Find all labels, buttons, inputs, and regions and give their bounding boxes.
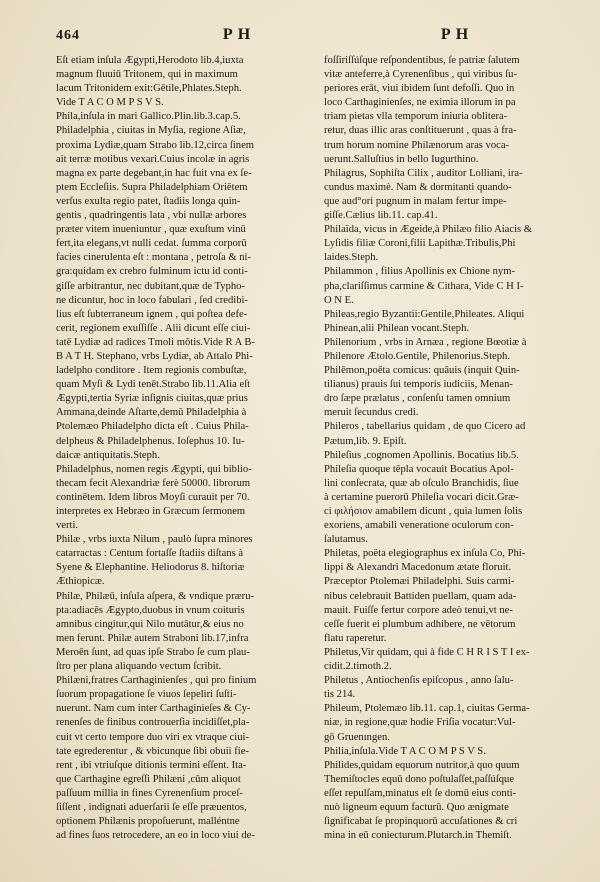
text-line: retur, duas illic aras conſtituerunt , quas à fra-: [324, 125, 517, 137]
text-line: Vide T A C O M P S V S.: [56, 97, 164, 109]
text-line: Syene & Elephantine. Heliodorus 8. hiſtoriæ: [56, 562, 245, 574]
text-line: foſſiriſſúſque reſpondentibus, ſe patriæ ſalutem: [324, 55, 520, 66]
text-line: cidit.2.timoth.2.: [324, 661, 392, 673]
text-line: fert,ita elegans,vt nulli cedat. ſumma corporū: [56, 238, 247, 250]
text-line: vitæ anteferre,à Cyrenenſibus , qui viribus ſu-: [324, 69, 517, 81]
text-line: Phila,inſula in mari Gallico.Plin.lib.3.cap.5.: [56, 111, 241, 123]
text-line: cuit vt certo tempore duo viri ex vtraque ciui-: [56, 731, 249, 743]
text-line: Philaïda, vicus in Ægeide,à Philæo filio Aiacis &: [324, 224, 533, 236]
text-line: Ammana,deinde Aſtarte,demū Philadelphia à: [56, 407, 247, 419]
text-line: Philammon , filius Apollinis ex Chione nym-: [324, 266, 515, 278]
text-line: flatu raperetur.: [324, 632, 387, 644]
text-line: proxima Lydiæ,quam Strabo lib.12,circa ſinem: [56, 139, 255, 151]
text-line: thecam fecit Alexandriæ ferè 50000. librorum: [56, 477, 251, 489]
text-line: laides.Steph.: [324, 252, 379, 264]
text-line: trum horum nomine Philænorum aras voca-: [324, 139, 510, 151]
text-line: giſſe.Cælius lib.11. cap.41.: [324, 210, 438, 222]
text-line: Philetus,Vir quidam, qui à fide C H R I S T I ex-: [324, 646, 530, 658]
text-line: tis 214.: [324, 689, 356, 701]
text-line: gō Gruenıngen.: [324, 731, 390, 743]
text-line: amnibus cingitur,qui Nilo mutātur,& eius no: [56, 618, 244, 630]
text-line: Philagrus, Sophiſta Cilix , auditor Lolliani, ira-: [324, 167, 523, 179]
text-line: Philadelphus, nomen regis Ægypti, qui biblio-: [56, 463, 252, 475]
text-line: Ægypti,tertia Syriæ inſignis ciuitas,quæ prius: [56, 393, 248, 405]
text-line: Phileſia quoque tēpla vocauit Bocatius Apol-: [324, 463, 514, 475]
text-line: nuerunt. Nam cum inter Carthaginieſes & Cy-: [56, 703, 251, 715]
left-column: [56, 54, 310, 843]
text-line: lacum Tritonidem exit:Gētile,Phlates.Steph.: [56, 83, 242, 95]
text-line: pta:adiacēs Ægypto,duobus in vnum coituris: [56, 604, 245, 616]
text-line: tate egrederentur , & vbicunque ſibi obuii fie-: [56, 745, 249, 757]
text-line: ci φιλήσιον amabilem dicunt , quia lumen ſolis: [324, 506, 523, 517]
page-number: 464: [56, 28, 80, 43]
text-line: lini conſecrata, quæ ab oſculo Branchidis, ſiue: [324, 477, 519, 489]
text-line: tatē Lydiæ ad radices Tmoli mōtis.Vide R A B-: [56, 336, 255, 348]
text-line: Eſt etiam inſula Ægypti,Herodoto lib.4,iuxta: [56, 55, 244, 66]
text-line: quam Myſi & Lydi tenēt.Strabo lib.11.Alia eſt: [56, 379, 251, 391]
text-line: B A T H. Stephano, vrbs Lydiæ, ab Attalo Phi-: [56, 350, 253, 362]
text-line: loco Carthaginienſes, ne eximia illorum in pa: [324, 97, 516, 109]
text-line: que aud°ori pugnum in malam fertur impe-: [324, 195, 507, 207]
text-line: Philæ , vrbs iuxta Nilum , paulò ſupra minores: [56, 534, 253, 546]
text-line: continētem. Idem libros Moyſi curauit per 70.: [56, 491, 250, 503]
text-line: nibus celebrauit Battiden puellam, quam ada-: [324, 590, 517, 602]
text-line: cerit, regionem exuſſiſſe . Alii dicunt eſſe ciui-: [56, 322, 251, 334]
text-line: Philia,inſula.Vide T A C O M P S V S.: [324, 745, 486, 757]
text-line: ſuorum propagatione ſe viuos ſepeliri ſuſti-: [56, 689, 237, 701]
text-line: nuò ligneum equum facturū. Quo ænigmate: [324, 801, 509, 813]
text-line: Philenore Ætolo.Gentile, Philenorius.Steph.: [324, 350, 510, 362]
text-line: catarractas : Centum fortaſſe ſtadiis diſtans à: [56, 548, 244, 560]
text-line: Æthiopicæ.: [56, 576, 105, 588]
text-line: rent , ibi vtriuſque ditionis termini eſſent. Ita-: [56, 759, 247, 771]
text-line: Philides,quidam equorum nutritor,à quo quum: [324, 759, 520, 771]
text-line: ceſſe fuerit ei plumbum adhibere, ne vētorum: [324, 618, 516, 630]
page-header: [56, 26, 578, 48]
text-line: Philæni,fratres Carthaginienſes , qui pro finium: [56, 675, 257, 687]
text-line: Philēmon,poēta comicus: quāuis (inquit Quin-: [324, 365, 520, 377]
text-line: præter vitem inueniuntur , quæ exuſtum vinū: [56, 224, 246, 236]
text-line: triam pietas vlla temporum iniuria oblitera-: [324, 111, 508, 123]
text-line: ſignificabat ſe propinquorū accuſationes & cri: [324, 816, 518, 828]
text-line: Themiſtocles equū dono poſtulaſſet,paſſúſque: [324, 773, 515, 785]
text-line: verſus exulta regio patet, ſtadiis longa quin-: [56, 195, 241, 207]
text-line: ait terræ motibus vexari.Cuius incolæ in agris: [56, 153, 250, 165]
running-head-right: P H: [440, 26, 470, 43]
text-line: Phileum, Ptolemæo lib.11. cap.1, ciuitas Germa-: [324, 703, 530, 715]
text-line: daicæ antiquitatis.Steph.: [56, 449, 160, 461]
text-line: facies cinerulenta eſt : montana , petroſa & ni-: [56, 252, 252, 264]
text-line: ladelpho conditore . Item regionis combuſtæ,: [56, 365, 247, 377]
text-line: Lyſidis filiæ Coroni,filii Lapithæ.Tribulis,Phi: [324, 238, 516, 250]
text-line: ſtro per plana aliquando vectum ſcribit.: [56, 661, 222, 673]
text-line: ptem Eccleſiis. Supra Philadelphiam Oriētem: [56, 181, 248, 193]
text-line: Phinean,alii Philean vocant.Steph.: [324, 322, 470, 334]
text-line: à certamine puerorū Phileſia vocari dicit.Græ-: [324, 491, 519, 503]
text-line: gra:quidam ex crebro fulminum ictu id conti-: [56, 266, 248, 278]
text-line: Philæ, Philæū, inſula aſpera, & vndique præru-: [56, 590, 255, 602]
text-line: lippi & Alexandri Macedonum ætate floruit.: [324, 562, 512, 574]
text-line: Pætum,lib. 9. Epiſt.: [324, 435, 407, 447]
text-line: O N E.: [324, 294, 354, 306]
text-line: ad fines ſuos retrocedere, an eo in loco viui de-: [56, 830, 255, 842]
text-line: interpretes ex Hebræo in Græcum ſermonem: [56, 506, 246, 517]
text-line: paſſuum millia in fines Cyrenenſium proceſ-: [56, 787, 243, 799]
text-line: magna ex parte degebant,in hac fuit vna ex ſe-: [56, 167, 252, 179]
text-line: Philadelphia , ciuitas in Myſia, regione Aſiæ,: [56, 125, 246, 137]
text-line: Phileros , tabellarius quidam , de quo Cicero ad: [324, 421, 526, 433]
text-line: Phileas,regio Byzantii:Gentile,Phileates. Aliqui: [324, 308, 525, 320]
text-line: giſſe arbitrantur, nec dubitant,quæ de Typho-: [56, 280, 245, 292]
right-column: [324, 54, 578, 843]
text-line: Philetus , Antiochenſis epiſcopus , anno ſalu-: [324, 675, 514, 687]
text-line: men ferunt. Philæ autem Straboni lib.17,infra: [56, 632, 249, 644]
text-line: optionem Philænis propoſuerunt, malléntne: [56, 816, 240, 828]
text-line: Philenorium , vrbs in Arnæa , regione Bœotiæ à: [324, 336, 527, 348]
text-line: magnum fluuiū Tritonem, qui in maximum: [56, 69, 238, 81]
text-line: verti.: [56, 520, 79, 532]
text-line: lius eſt ſubterraneum ignem , qui poſtea defe-: [56, 308, 248, 320]
text-line: que Carthagine egreſſi Philæni ,cūm aliquot: [56, 773, 241, 785]
text-line: niæ, in regione,quæ hodie Friſia vocatur:Vul-: [324, 717, 516, 729]
text-line: ſiſſent , indignati aduerſarii ſe eſſe præuentos,: [56, 801, 247, 813]
text-line: exoriens, amabili veneratione oculorum con-: [324, 520, 514, 532]
text-line: mauit. Fuiſſe fertur corpore adeò tenui,vt ne-: [324, 604, 513, 616]
text-line: periores erāt, viui ibidem ſunt defoſſi. Quo in: [324, 83, 515, 95]
text-line: Phileſius ,cognomen Apollinis. Bocatius lib.5.: [324, 449, 519, 461]
text-line: dro ſæpe prælatus , conſenſu tamen omnium: [324, 393, 511, 405]
text-line: mina in eū coniecturum.Plutarch.in Themiſt.: [324, 830, 512, 842]
text-line: pha,clariſſimus carmine & Cithara, Vide C H I-: [324, 280, 524, 292]
text-columns: [56, 54, 578, 843]
text-line: uerunt.Salluſtius in bello Iugurthino.: [324, 153, 479, 165]
text-line: Meroēn ſunt, ad quas ipſe Strabo ſe cum plau-: [56, 646, 250, 658]
text-line: meruit ſecundus credi.: [324, 407, 419, 419]
running-head-left: P H: [222, 26, 252, 43]
text-line: delpheus & Philadelphenus. Ioſephus 10. Iu-: [56, 435, 245, 447]
text-line: renenſes de finibus controuerſia incidiſſet,pla-: [56, 717, 250, 729]
text-line: ne dicuntur, hoc in loco fabulari , ſed credibi-: [56, 294, 248, 306]
text-line: cundus maximè. Nam & dormitanti quando-: [324, 181, 512, 193]
text-line: tilianus) prauis ſui temporis iudiciis, Menan-: [324, 379, 513, 391]
text-line: Philetas, poëta elegiographus ex inſula Co, Phi-: [324, 548, 526, 560]
text-line: Ptolemæo Philadelpho dicta eſt . Cuius Phila-: [56, 421, 249, 433]
text-line: gentis , quadringentis lata , vbi nullæ arbores: [56, 210, 247, 222]
text-line: eſſet repulſam,minatus eſt ſe domū eius conti-: [324, 787, 517, 799]
text-line: ſalutamus.: [324, 534, 368, 546]
text-line: Præceptor Ptolemæi Philadelphi. Suis carmi-: [324, 576, 515, 588]
